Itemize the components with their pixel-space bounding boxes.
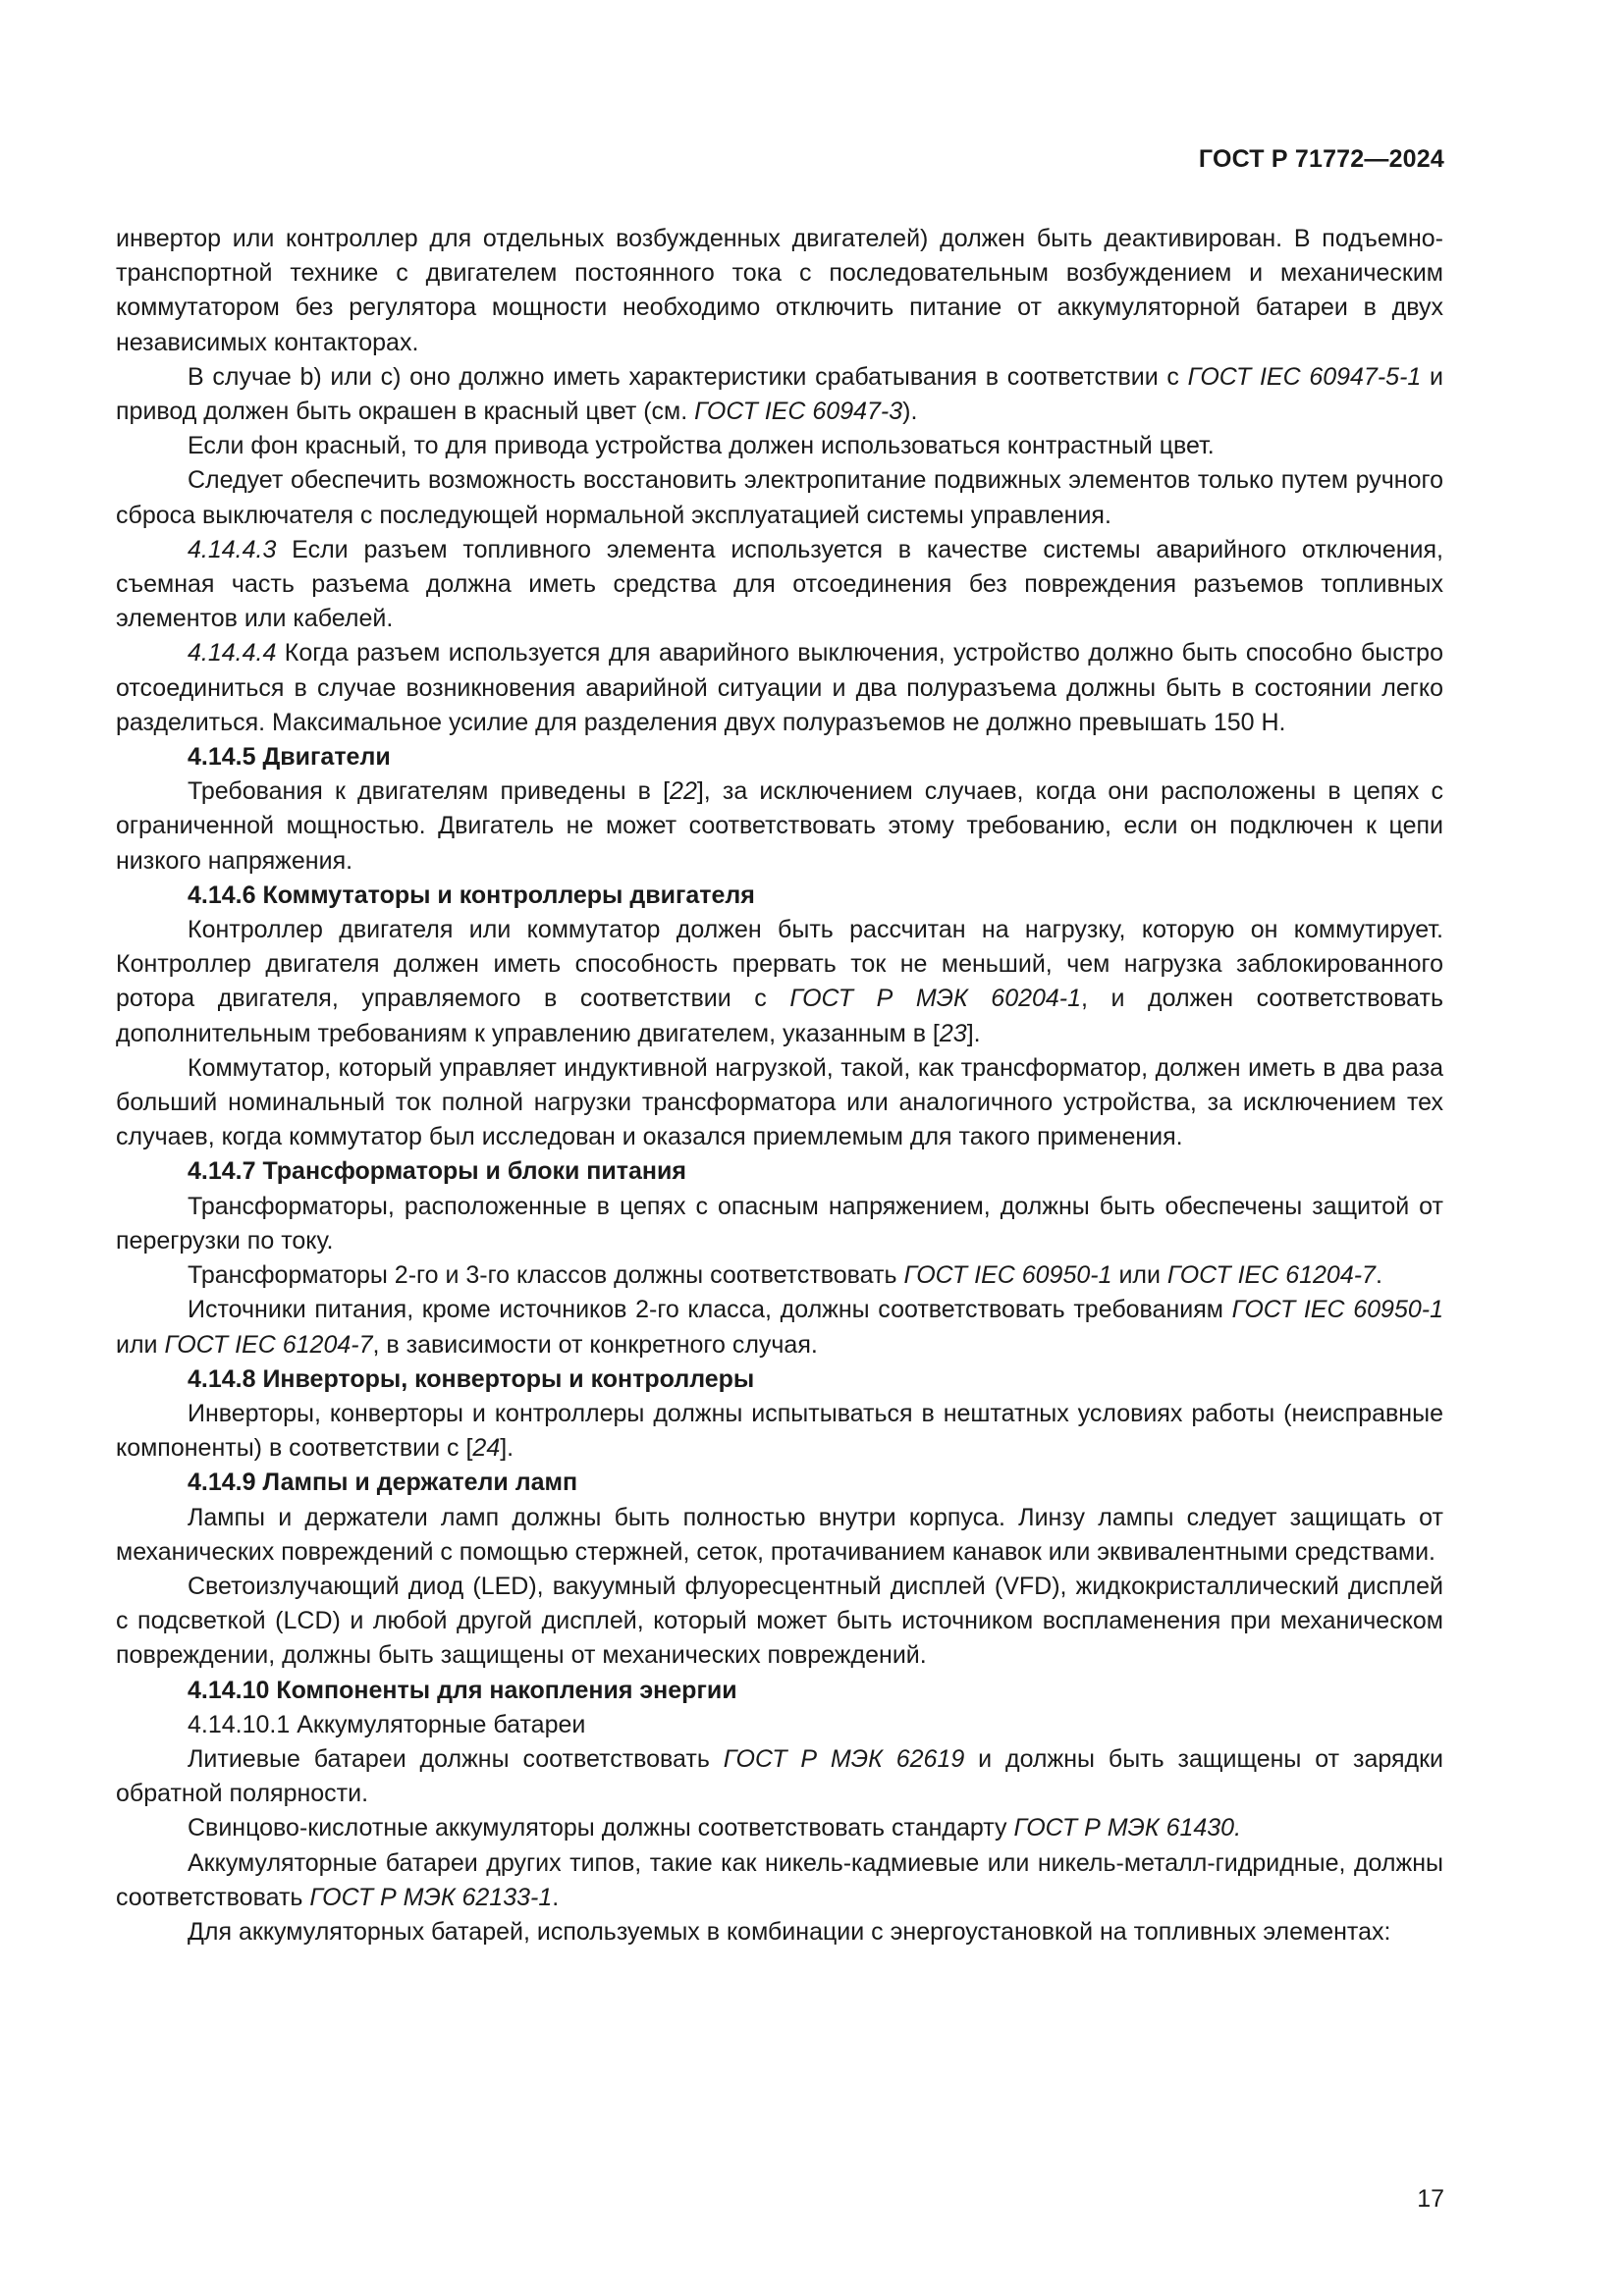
- paragraph: [116, 1051, 1443, 1155]
- text-run: Коммутатор, который управляет индуктивной нагрузкой, такой, как трансформатор, должен иметь в два раза больший номинальный ток полной нагрузки трансформатора или аналогичного устройства, за исключением тех случаев, когда коммутатор был исследован и оказался приемлемым для такого применения.: [116, 1053, 1443, 1151]
- paragraph: [116, 1397, 1443, 1466]
- text-run: Если разъем топливного элемента используется в качестве системы аварийного отключения, съемная часть разъема должна иметь средства для отсоединения без повреждения разъемов топливных элементов или кабелей.: [116, 535, 1443, 633]
- text-run: 4.14.10.1 Аккумуляторные батареи: [188, 1710, 586, 1738]
- reference-text: 22: [670, 777, 697, 806]
- reference-text: ГОСТ IEC 60950-1: [1231, 1296, 1443, 1324]
- paragraph: [116, 1742, 1443, 1811]
- text-run: Трансформаторы 2-го и 3-го классов должны соответствовать: [188, 1261, 904, 1290]
- reference-text: 4.14.4.4: [188, 639, 277, 667]
- paragraph: [116, 913, 1443, 1051]
- paragraph: [116, 1708, 1443, 1742]
- section-heading: [116, 1362, 1443, 1397]
- text-run: или: [116, 1330, 165, 1359]
- text-run: Для аккумуляторных батарей, используемых в комбинации с энергоустановкой на топливных элементах:: [188, 1917, 1391, 1946]
- text-run: Если фон красный, то для привода устройства должен использоваться контрастный цвет.: [188, 432, 1215, 460]
- text-run: 4.14.8 Инверторы, конверторы и контроллеры: [188, 1364, 755, 1393]
- text-run: .: [552, 1883, 560, 1911]
- text-run: Контроллер двигателя или коммутатор должен быть рассчитан на нагрузку, которую он коммутирует. Контроллер двигателя должен иметь способность прервать ток не меньший, чем нагрузка заблокированного ротора двигателя, управляемого в соответствии с: [116, 916, 1443, 1013]
- text-run: инвертор или контроллер для отдельных возбужденных двигателей) должен быть деактивирован. В подъемно-транспортной технике с двигателем постоянного тока с последовательным возбуждением и механическим коммутатором без регулятора мощности необходимо отключить питание от аккумуляторной батареи в двух независимых контакторах.: [116, 225, 1443, 356]
- paragraph: [116, 360, 1443, 429]
- text-run: В случае b) или c) оно должно иметь характеристики срабатывания в соответствии с: [188, 362, 1188, 391]
- text-run: или: [1111, 1261, 1167, 1290]
- section-heading: [116, 879, 1443, 913]
- document-body: [116, 222, 1443, 1949]
- reference-text: ГОСТ IEC 61204-7: [164, 1330, 373, 1359]
- text-run: .: [1375, 1261, 1382, 1290]
- paragraph: [116, 463, 1443, 532]
- text-run: Трансформаторы, расположенные в цепях с опасным напряжением, должны быть обеспечены защитой от перегрузки по току.: [116, 1192, 1443, 1255]
- section-heading: [116, 1674, 1443, 1708]
- text-run: , в зависимости от конкретного случая.: [372, 1330, 818, 1359]
- paragraph: [116, 222, 1443, 360]
- text-run: 4.14.5 Двигатели: [188, 743, 391, 772]
- paragraph: [116, 636, 1443, 740]
- text-run: Аккумуляторные батареи других типов, такие как никель-кадмиевые или никель-металл-гидридные, должны соответствовать: [116, 1848, 1443, 1911]
- text-run: Свинцово-кислотные аккумуляторы должны соответствовать стандарту: [188, 1814, 1014, 1842]
- text-run: Следует обеспечить возможность восстановить электропитание подвижных элементов только путем ручного сброса выключателя с последующей нормальной эксплуатацией системы управления.: [116, 466, 1443, 529]
- page-number: 17: [1417, 2185, 1444, 2213]
- text-run: 4.14.6 Коммутаторы и контроллеры двигателя: [188, 881, 755, 909]
- paragraph: [116, 1258, 1443, 1293]
- text-run: ].: [500, 1434, 514, 1463]
- reference-text: ГОСТ IEC 60947-5-1: [1187, 362, 1422, 391]
- reference-text: ГОСТ IEC 60950-1: [903, 1261, 1112, 1290]
- text-run: Источники питания, кроме источников 2-го класса, должны соответствовать требованиям: [188, 1296, 1232, 1324]
- text-run: Инверторы, конверторы и контроллеры должны испытываться в нештатных условиях работы (неисправные компоненты) в соответствии с [: [116, 1399, 1443, 1463]
- text-run: Светоизлучающий диод (LED), вакуумный флуоресцентный дисплей (VFD), жидкокристаллический дисплей с подсветкой (LCD) и любой другой дисплей, который может быть источником воспламенения при механическом повреждении, должны быть защищены от механических повреждений.: [116, 1572, 1443, 1670]
- document-header: ГОСТ Р 71772—2024: [1198, 145, 1444, 173]
- section-heading: [116, 1466, 1443, 1500]
- text-run: Требования к двигателям приведены в [: [188, 777, 671, 806]
- text-run: ).: [902, 398, 918, 426]
- text-run: 4.14.7 Трансформаторы и блоки питания: [188, 1157, 686, 1186]
- paragraph: [116, 1190, 1443, 1258]
- text-run: ], за исключением случаев, когда они расположены в цепях с ограниченной мощностью. Двигатель не может соответствовать этому требованию, если он подключен к цепи низкого напряжения.: [116, 777, 1443, 875]
- paragraph: [116, 774, 1443, 879]
- paragraph: [116, 429, 1443, 463]
- reference-text: 4.14.4.3: [188, 535, 277, 563]
- paragraph: [116, 1846, 1443, 1915]
- reference-text: ГОСТ IEC 60947-3: [694, 398, 903, 426]
- reference-text: ГОСТ Р МЭК 61430.: [1013, 1814, 1242, 1842]
- text-run: Литиевые батареи должны соответствовать: [188, 1744, 724, 1773]
- text-run: Лампы и держатели ламп должны быть полностью внутри корпуса. Линзу лампы следует защищать от механических повреждений с помощью стержней, сеток, протачиванием канавок или эквивалентными средствами.: [116, 1503, 1443, 1566]
- reference-text: ГОСТ Р МЭК 60204-1: [789, 985, 1082, 1013]
- paragraph: [116, 1570, 1443, 1674]
- text-run: и привод должен быть окрашен в красный цвет (см.: [116, 362, 1443, 426]
- text-run: 4.14.10 Компоненты для накопления энергии: [188, 1676, 737, 1704]
- paragraph: [116, 1501, 1443, 1570]
- paragraph: [116, 1811, 1443, 1845]
- text-run: Когда разъем используется для аварийного выключения, устройство должно быть способно быстро отсоединиться в случае возникновения аварийной ситуации и два полуразъема должны быть в состоянии легко разделиться. Максимальное усилие для разделения двух полуразъемов не должно превышать 150 Н.: [116, 639, 1443, 736]
- paragraph: [116, 1915, 1443, 1949]
- section-heading: [116, 740, 1443, 774]
- reference-text: 23: [939, 1019, 967, 1047]
- reference-text: ГОСТ Р МЭК 62619: [723, 1744, 965, 1773]
- paragraph: [116, 1293, 1443, 1362]
- section-heading: [116, 1154, 1443, 1189]
- reference-text: 24: [472, 1434, 501, 1463]
- reference-text: ГОСТ IEC 61204-7: [1166, 1261, 1376, 1290]
- text-run: , и должен соответствовать дополнительным требованиям к управлению двигателем, указанным в [: [116, 985, 1443, 1047]
- text-run: ].: [966, 1019, 981, 1047]
- reference-text: ГОСТ Р МЭК 62133-1: [309, 1883, 553, 1911]
- paragraph: [116, 533, 1443, 637]
- text-run: и должны быть защищены от зарядки обратной полярности.: [116, 1744, 1443, 1808]
- text-run: 4.14.9 Лампы и держатели ламп: [188, 1468, 578, 1497]
